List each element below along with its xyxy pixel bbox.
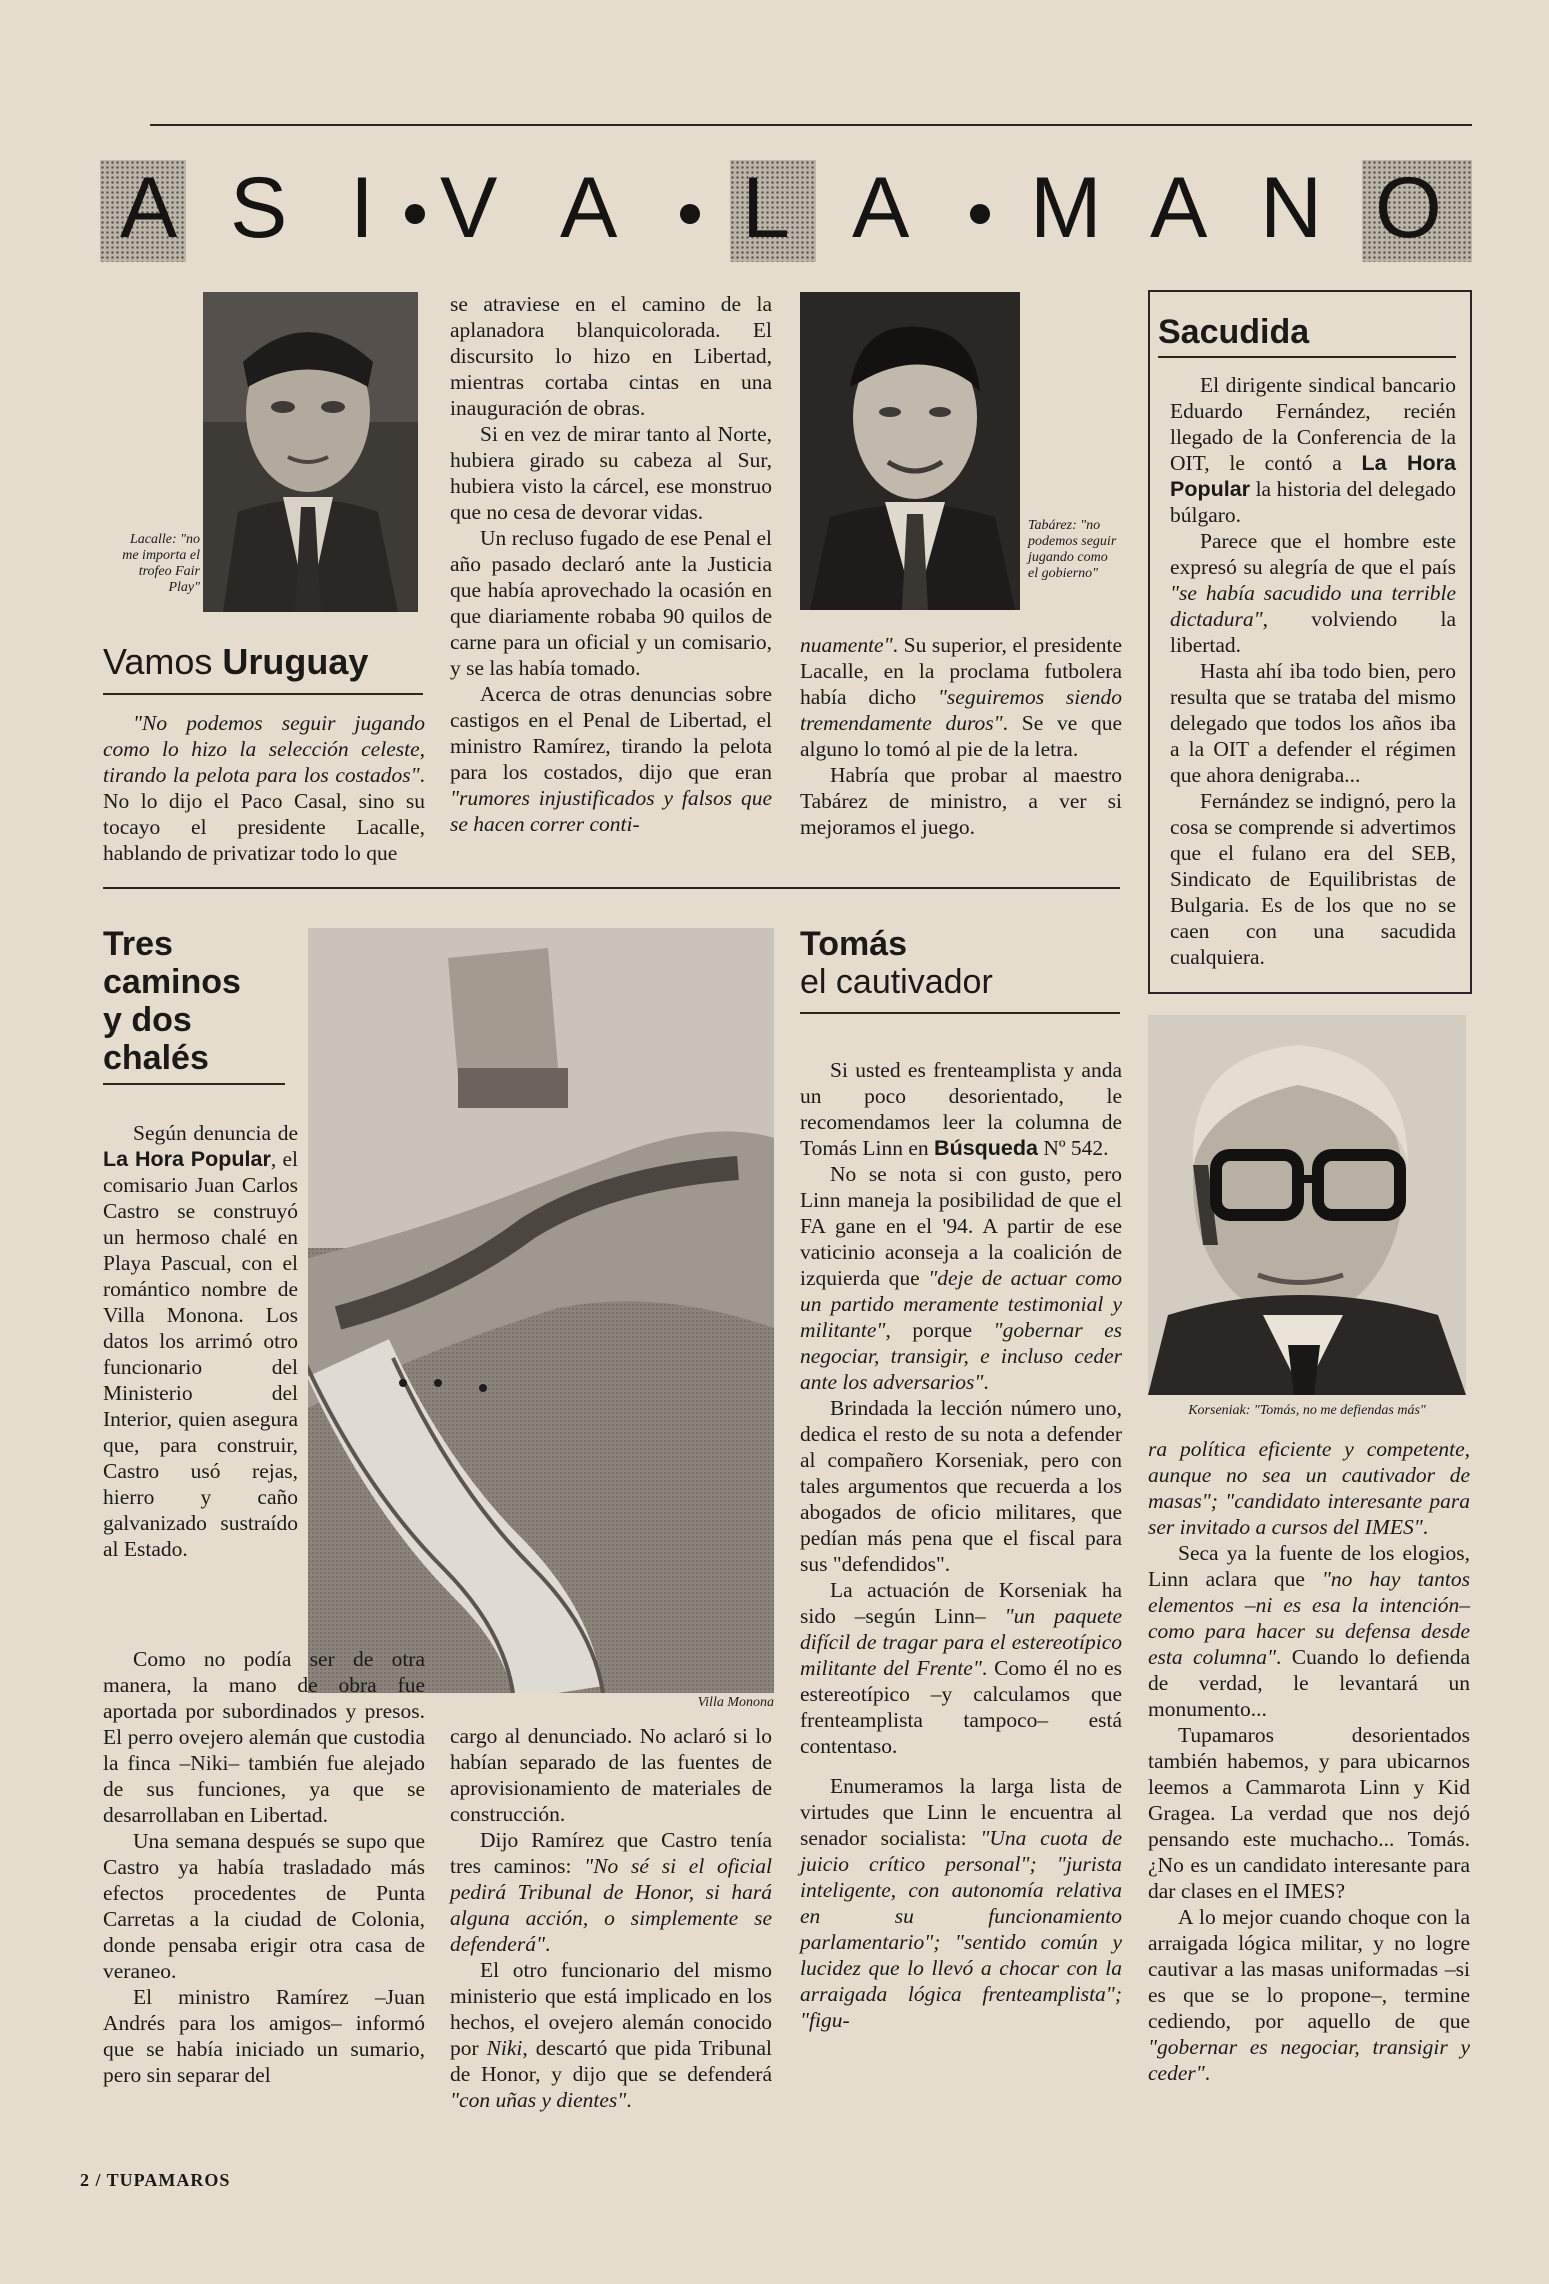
sacudida-text: El dirigente sindical bancario Eduardo Fernández, recién llegado de la Conferencia de la OIT, le contó a La Hora Popular la historia del delegado búlgaro. Parece que el hombre este expresó su alegría de que el país "se había sacudido una terrible dictadura", volviendo la libertad. Hasta ahí iba todo bien, pero resulta que se trataba del mismo delegado que todos los años iba a la OIT a defender el régimen que ahora denigraba... Fernández se indignó, pero la cosa se comprende si advertimos que el fulano era del SEB, Sindicato de Equilibristas de Bulgaria. Es de los que no se caen con una sacudida cualquiera. <box>1170 373 1456 969</box>
tomas-title: Tomás el cautivador <box>800 925 993 1001</box>
lacalle-caption: Lacalle: "no me importa el trofeo Fair Play" <box>122 532 200 595</box>
masthead-dot <box>680 204 700 224</box>
masthead-letter: V <box>440 160 498 256</box>
tomas-column-2: ra política eficiente y competente, aunque no sea un cautivador de masas"; "candidato interesante para ser invitado a cursos del IMES". Seca ya la fuente de los elogios, Linn aclara que "no hay tantos elementos –ni es esa la intención– como para hacer su defensa desde esta columna". Cuando lo defienda de verdad, le levantará un monumento... Tupamaros desorientados también habemos, y para ubicarnos leemos a Cammarota Linn y Kid Gragea. La verdad que nos dejó pensando este muchacho... Tomás. ¿No es un candidato interesante para dar clases en el IMES? A lo mejor cuando choque con la arraigada lógica militar, y no logre cautivar a las masas uniformadas –si es que se lo propone–, termine cediendo, por aquello de que "gobernar es negociar, transigir y ceder". <box>1148 1437 1471 2085</box>
tabarez-photo <box>800 292 1020 610</box>
sacudida-box <box>1148 290 1472 994</box>
villa-monona-photo <box>308 928 774 1693</box>
masthead-letter: O <box>1375 160 1442 256</box>
tres-column-1b: Como no podía ser de otra manera, la mano de obra fue aportada por subordinados y presos. El perro ovejero alemán que custodia la finca –Niki– también fue alejado de sus funciones, ya que se desarrollaban en Libertad. Una semana después se supo que Castro ya había trasladado más efectos procedentes de Punta Carretas a la ciudad de Colonia, donde pensaba erigir otra casa de veraneo. El ministro Ramírez –Juan Andrés para los amigos– informó que se había iniciado un sumario, pero sin separar del <box>103 1647 425 2087</box>
masthead-letter: M <box>1030 160 1102 256</box>
korseniak-photo <box>1148 1015 1466 1395</box>
masthead-letter: L <box>742 160 790 256</box>
vamos-title: Vamos Uruguay <box>103 641 369 682</box>
tres-column-2: cargo al denunciado. No aclaró si lo habían separado de las fuentes de aprovisionamiento de materiales de construcción. Dijo Ramírez que Castro tenía tres caminos: "No sé si el oficial pedirá Tribunal de Honor, si hará alguna acción, o simplemente se defenderá". El otro funcionario del mismo ministerio que está implicado en los hechos, el ovejero alemán conocido por Niki, descartó que pida Tribunal de Honor, y dijo que se defenderá "con uñas y dientes". <box>450 1724 772 2112</box>
portrait-korseniak <box>1148 1015 1466 1395</box>
villa-monona-caption: Villa Monona <box>697 1695 774 1710</box>
portrait-tabarez <box>800 292 1020 610</box>
tomas-column-1: Si usted es frenteamplista y anda un poco desorientado, le recomendamos leer la columna de Tomás Linn en Búsqueda Nº 542. No se nota si con gusto, pero Linn maneja la posibilidad de que el FA gane en el '94. A partir de ese vaticinio aconseja a la coalición de izquierda que "deje de actuar como un partido meramente testimonial y militante", porque "gobernar es negociar, transigir, e incluso ceder ante los adversarios". Brindada la lección número uno, dedica el resto de su nota a defender al compañero Korseniak, pero con tales argumentos que recuerda a los abogados de oficio militares, que pedían más pena que el fiscal para sus "defendidos". La actuación de Korseniak ha sido –según Linn– "un paquete difícil de tragar para el estereotípico militante del Frente". Como él no es estereotípico –y calculamos que frenteamplista tampoco– está contentaso. Enumeramos la larga lista de virtudes que Linn le encuentra al senador socialista: "Una cuota de juicio crítico personal"; "jurista inteligente, con autonomía relativa en su funcionamiento parlamentario"; "sentido común y lucidez que lo llevó a chocar con la arraigada lógica frenteamplista"; "figu- <box>800 1058 1123 2032</box>
sacudida-title: Sacudida <box>1158 313 1310 351</box>
vamos-title-rule <box>103 693 423 695</box>
top-rule <box>150 124 1472 126</box>
masthead-letter: A <box>852 160 910 256</box>
vamos-column-1: "No podemos seguir jugando como lo hizo la selección celeste, tirando la pelota para los costados". No lo dijo el Paco Casal, sino su tocayo el presidente Lacalle, hablando de privatizar todo lo que <box>103 711 425 865</box>
masthead-letter: I <box>350 160 374 256</box>
lacalle-photo <box>203 292 418 612</box>
tres-column-1a: Según denuncia de La Hora Popular, el comisario Juan Carlos Castro se construyó un hermoso chalé en Playa Pascual, con el romántico nombre de Villa Monona. Los datos los arrimó otro funcionario del Ministerio del Interior, quien asegura que, para construir, Castro usó rejas, hierro y caño galvanizado sustraído al Estado. <box>103 1121 298 1561</box>
masthead-dot <box>970 204 990 224</box>
portrait-lacalle <box>203 292 418 612</box>
tabarez-caption: Tabárez: "no podemos seguir jugando como el gobierno" <box>1028 518 1117 581</box>
masthead-dot <box>405 204 425 224</box>
masthead <box>100 160 1472 262</box>
masthead-letter: N <box>1260 160 1323 256</box>
sacudida-title-rule <box>1158 356 1456 358</box>
masthead-letter: A <box>1150 160 1208 256</box>
tres-title-rule <box>103 1083 285 1085</box>
vamos-column-3: nuamente". Su superior, el presidente Lacalle, en la proclama futbolera había dicho "seguiremos siendo tremendamente duros". Se ve que alguno lo tomó al pie de la letra. Habría que probar al maestro Tabárez de ministro, a ver si mejoramos el juego. <box>800 633 1122 839</box>
masthead-letter: A <box>120 160 178 256</box>
great-wall-image <box>308 928 774 1693</box>
section-divider <box>103 887 1120 889</box>
vamos-column-2: se atraviese en el camino de la aplanadora blanquicolorada. El discursito lo hizo en Libertad, mientras cortaba cintas en una inauguración de obras. Si en vez de mirar tanto al Norte, hubiera girado su cabeza al Sur, hubiera visto la cárcel, ese monstruo que no cesa de devorar vidas. Un recluso fugado de ese Penal el año pasado declaró ante la Justicia que había aprovechado la ocasión en que diariamente robaba 90 quilos de carne para un oficial y un comisario, y se las había tomado. Acerca de otras denuncias sobre castigos en el Penal de Libertad, el ministro Ramírez, tirando la pelota para los costados, dijo que eran "rumores injustificados y falsos que se hacen correr conti- <box>450 292 772 836</box>
tomas-title-rule <box>800 1012 1120 1014</box>
page-footer: 2 / TUPAMAROS <box>80 2170 231 2190</box>
masthead-letter: A <box>560 160 618 256</box>
tres-title: Tres caminos y dos chalés <box>103 925 241 1077</box>
masthead-letter: S <box>230 160 288 256</box>
korseniak-caption: Korseniak: "Tomás, no me defiendas más" <box>1188 1403 1426 1418</box>
